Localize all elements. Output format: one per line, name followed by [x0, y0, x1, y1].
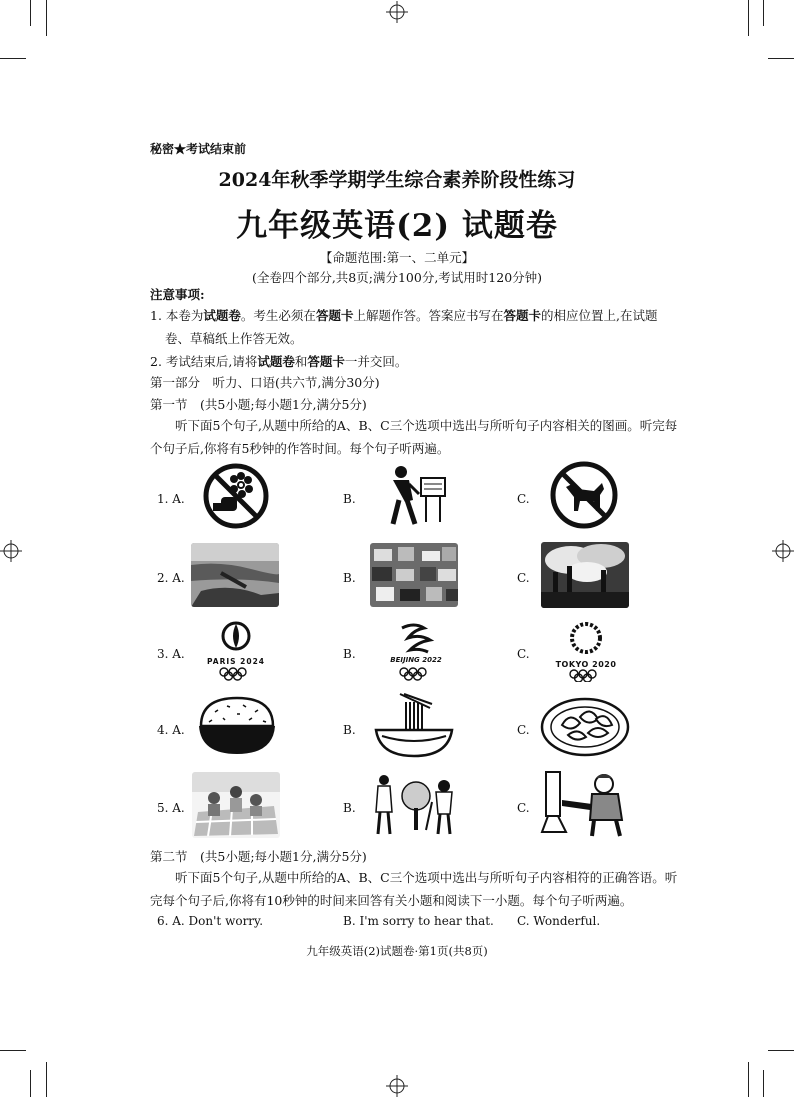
- notes-item-1: 1. 本卷为试题卷。考生必须在答题卡上解题作答。答案应书写在答题卡的相应位置上,在试题: [150, 308, 658, 323]
- man-cutting-tree-icon: [540, 770, 630, 838]
- no-picking-flowers-icon: [203, 463, 269, 529]
- confidential-label: 秘密★考试结束前: [150, 142, 247, 156]
- q1-b-label: B.: [343, 492, 356, 506]
- q2-b-label: B.: [343, 571, 356, 585]
- section2-heading: 第二节 (共5小题;每小题1分,满分5分): [150, 849, 367, 864]
- section2-instruction: 听下面5个句子,从题中所给的A、B、C三个选项中选出与所听句子内容相符的正确答语。听: [175, 870, 678, 885]
- q3-label: 3. A.: [157, 647, 185, 661]
- q3-c-label: C.: [517, 647, 530, 661]
- tokyo-2020-logo: [550, 618, 622, 682]
- section1-heading: 第一节 (共5小题;每小题1分,满分5分): [150, 397, 367, 412]
- beijing-2022-text: BEIJING 2022: [390, 656, 442, 664]
- paris-2024-text: PARIS 2024: [206, 657, 266, 666]
- section2-instruction-cont: 完每个句子后,你将有10秒钟的时间来回答有关小题和阅读下一小题。每个句子听两遍。: [150, 893, 633, 908]
- registration-mark-icon: [386, 1, 408, 23]
- page-footer: 九年级英语(2)试题卷·第1页(共8页): [306, 944, 488, 958]
- q3-b-label: B.: [343, 647, 356, 661]
- beijing-2022-logo: [380, 618, 452, 682]
- notes-item-2: 2. 考试结束后,请将试题卷和答题卡一并交回。: [150, 354, 408, 369]
- registration-mark-icon: [0, 540, 22, 562]
- section1-instruction: 听下面5个句子,从题中所给的A、B、C三个选项中选出与所听句子内容相关的图画。听完每: [175, 418, 678, 433]
- crop-mark: [0, 1050, 26, 1051]
- section1-instruction-cont: 个句子后,你将有5秒钟的作答时间。每个句子听两遍。: [150, 441, 450, 456]
- part1-heading: 第一部分 听力、口语(共六节,满分30分): [150, 375, 380, 390]
- crop-mark: [30, 0, 31, 26]
- q2-c-label: C.: [517, 571, 530, 585]
- crop-mark: [768, 58, 794, 59]
- exam-scope: 【命题范围:第一、二单元】: [319, 250, 475, 265]
- crop-mark: [763, 1070, 764, 1097]
- q6-option-a: 6. A. Don't worry.: [157, 914, 264, 928]
- crop-mark: [46, 1062, 47, 1097]
- q1-c-label: C.: [517, 492, 530, 506]
- crop-mark: [763, 0, 764, 26]
- q6-option-c: C. Wonderful.: [517, 914, 601, 928]
- q5-label: 5. A.: [157, 801, 185, 815]
- traffic-jam-photo: [370, 543, 458, 607]
- rice-bowl-icon: [195, 692, 279, 758]
- exam-info: (全卷四个部分,共8页;满分100分,考试用时120分钟): [251, 270, 543, 285]
- water-pollution-photo: [191, 543, 279, 607]
- q1-label: 1. A.: [157, 492, 185, 506]
- crop-mark: [46, 0, 47, 36]
- noodle-bowl-icon: [370, 692, 458, 758]
- exam-subtitle: 九年级英语(2) 试题卷: [236, 208, 558, 244]
- q2-label: 2. A.: [157, 571, 185, 585]
- man-walking-by-sign-icon: [385, 464, 451, 530]
- no-dogs-icon: [550, 461, 618, 529]
- tokyo-2020-text: TOKYO 2020: [555, 660, 617, 669]
- exam-title: 2024年秋季学期学生综合素养阶段性练习: [218, 169, 576, 191]
- kids-planting-trees-icon: [372, 772, 460, 838]
- crop-mark: [748, 0, 749, 36]
- crop-mark: [0, 58, 26, 59]
- notes-item-1-cont: 卷、草稿纸上作答无效。: [165, 331, 303, 346]
- q6-option-b: B. I'm sorry to hear that.: [343, 914, 494, 928]
- family-picnic-photo: [192, 772, 280, 838]
- q4-b-label: B.: [343, 723, 356, 737]
- dumpling-plate-icon: [540, 695, 630, 759]
- crop-mark: [748, 1062, 749, 1097]
- q5-b-label: B.: [343, 801, 356, 815]
- crop-mark: [30, 1070, 31, 1097]
- registration-mark-icon: [772, 540, 794, 562]
- registration-mark-icon: [386, 1075, 408, 1097]
- notes-heading: 注意事项:: [150, 287, 205, 302]
- q4-label: 4. A.: [157, 723, 185, 737]
- q4-c-label: C.: [517, 723, 530, 737]
- q5-c-label: C.: [517, 801, 530, 815]
- crop-mark: [768, 1050, 794, 1051]
- factory-smoke-photo: [541, 542, 629, 608]
- paris-2024-logo: [200, 618, 272, 682]
